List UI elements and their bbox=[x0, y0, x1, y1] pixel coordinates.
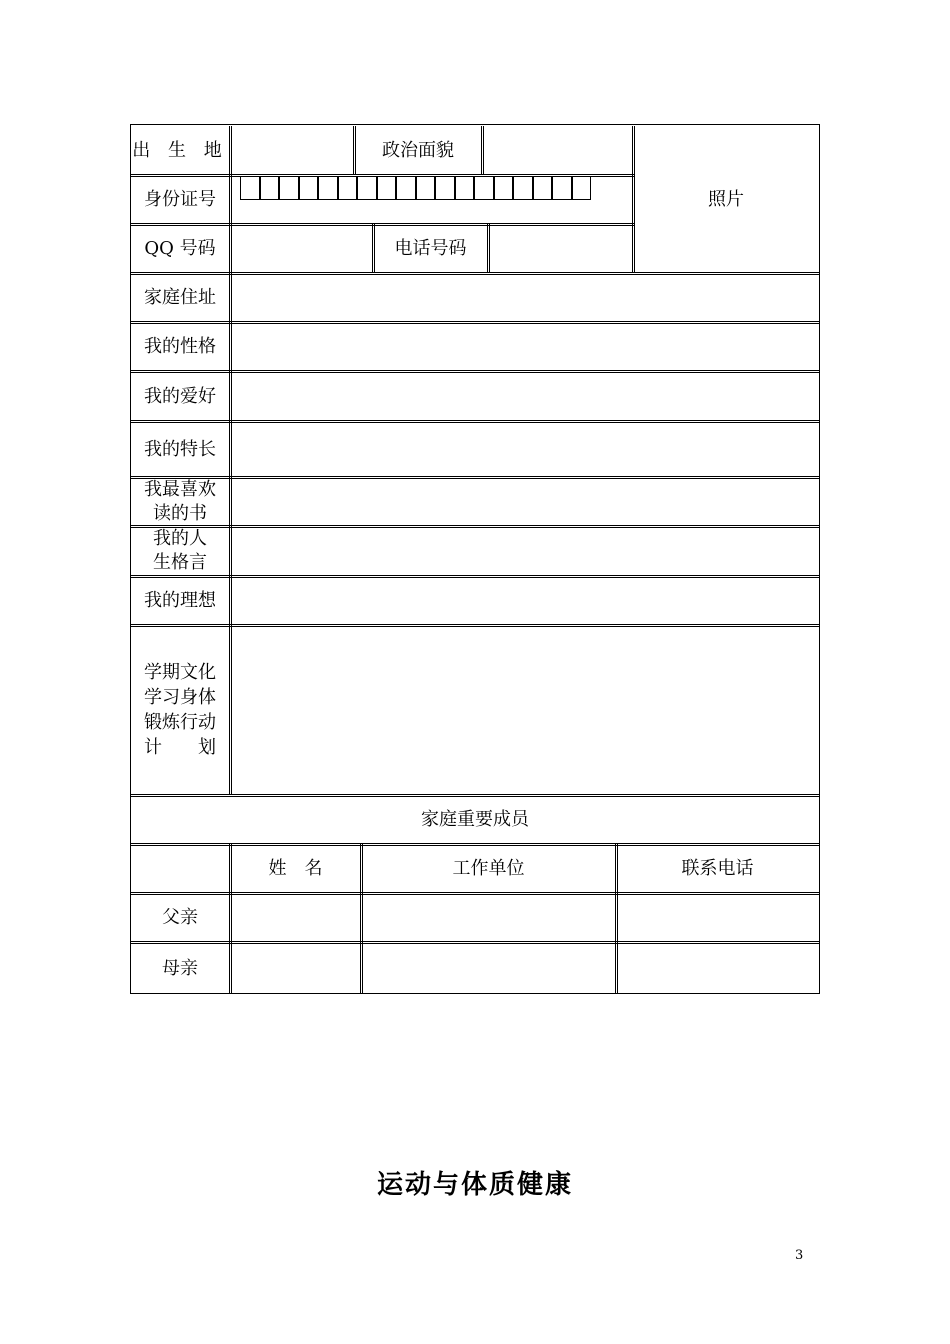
section-title-sports-health: 运动与体质健康 bbox=[376, 1170, 573, 1200]
id-digit-box[interactable] bbox=[416, 176, 436, 200]
id-digit-box[interactable] bbox=[435, 176, 455, 200]
family-col-phone: 联系电话 bbox=[681, 858, 754, 879]
row-line bbox=[130, 624, 820, 627]
id-digit-box[interactable] bbox=[299, 176, 319, 200]
col-line bbox=[229, 126, 232, 794]
hobby-label: 我的爱好 bbox=[144, 385, 216, 407]
id-number-label: 身份证号 bbox=[144, 189, 216, 210]
semester-plan-label: 学期文化 学习身体 锻炼行动 计 划 bbox=[144, 662, 216, 758]
col-line bbox=[481, 126, 484, 174]
family-members-title: 家庭重要成员 bbox=[421, 809, 529, 830]
row-line bbox=[130, 941, 820, 944]
page-number: 3 bbox=[795, 1248, 804, 1263]
row-line bbox=[130, 892, 820, 895]
phone-label: 电话号码 bbox=[394, 238, 467, 259]
id-digit-box[interactable] bbox=[474, 176, 494, 200]
id-digit-box[interactable] bbox=[260, 176, 280, 200]
row-line bbox=[130, 525, 820, 528]
id-digit-box[interactable] bbox=[318, 176, 338, 200]
id-digit-box[interactable] bbox=[357, 176, 377, 200]
id-digit-box[interactable] bbox=[396, 176, 416, 200]
id-digit-box[interactable] bbox=[533, 176, 553, 200]
favorite-book-label: 我最喜欢 读的书 bbox=[144, 478, 216, 524]
family-col-work: 工作单位 bbox=[452, 858, 525, 879]
row-line bbox=[130, 575, 820, 578]
id-digit-box[interactable] bbox=[455, 176, 475, 200]
row-line bbox=[130, 420, 820, 423]
life-motto-label: 我的人 生格言 bbox=[153, 528, 207, 573]
col-line bbox=[487, 223, 490, 272]
row-line bbox=[130, 370, 820, 373]
birthplace-label: 出 生 地 bbox=[132, 140, 228, 161]
family-row-father: 父亲 bbox=[162, 907, 198, 928]
id-digit-box[interactable] bbox=[240, 176, 260, 200]
id-digit-box[interactable] bbox=[513, 176, 533, 200]
home-address-label: 家庭住址 bbox=[144, 287, 216, 308]
photo-placeholder: 照片 bbox=[708, 189, 744, 210]
qq-label: QQ 号码 bbox=[144, 238, 216, 259]
family-row-mother: 母亲 bbox=[162, 957, 198, 979]
personality-label: 我的性格 bbox=[144, 336, 216, 357]
row-line bbox=[130, 476, 820, 479]
id-digit-box[interactable] bbox=[494, 176, 514, 200]
specialty-label: 我的特长 bbox=[144, 438, 216, 460]
id-digit-box[interactable] bbox=[338, 176, 358, 200]
family-col-name: 姓 名 bbox=[268, 858, 323, 879]
id-digit-box[interactable] bbox=[279, 176, 299, 200]
id-digit-box[interactable] bbox=[552, 176, 572, 200]
id-digit-box[interactable] bbox=[572, 176, 592, 200]
row-line bbox=[130, 321, 820, 324]
political-status-label: 政治面貌 bbox=[382, 140, 454, 161]
row-line bbox=[130, 272, 820, 275]
id-digit-box[interactable] bbox=[377, 176, 397, 200]
ideal-label: 我的理想 bbox=[144, 590, 216, 611]
